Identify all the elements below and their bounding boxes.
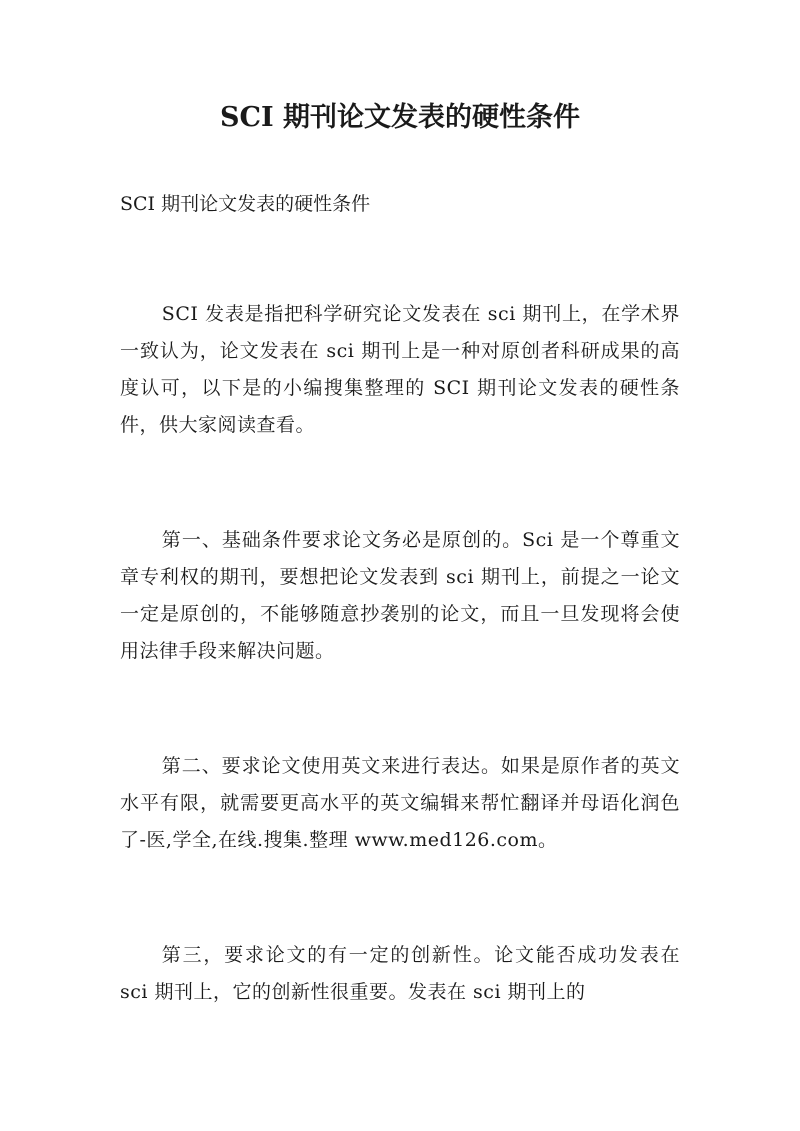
paragraph-third-condition: 第三，要求论文的有一定的创新性。论文能否成功发表在 sci 期刊上，它的创新性很重要。发表在 sci 期刊上的 [120, 944, 680, 1003]
paragraph-second-condition: 第二、要求论文使用英文来进行表达。如果是原作者的英文水平有限，就需要更高水平的英文编辑来帮忙翻译并母语化润色了-医,学全,在线.搜集.整理 www.med126.com。 [120, 755, 680, 851]
page-title: SCI 期刊论文发表的硬性条件 [219, 102, 581, 133]
paragraph-intro: SCI 发表是指把科学研究论文发表在 sci 期刊上，在学术界一致认为，论文发表在 sci 期刊上是一种对原创者科研成果的高度认可，以下是的小编搜集整理的 SCI 期刊论文发表的硬性条件，供大家阅读查看。 [120, 303, 680, 436]
paragraph-first-condition: 第一、基础条件要求论文务必是原创的。Sci 是一个尊重文章专利权的期刊，要想把论文发表到 sci 期刊上，前提之一论文一定是原创的，不能够随意抄袭别的论文，而且一旦发现将会使用法律手段来解决问题。 [120, 529, 680, 662]
document-subtitle: SCI 期刊论文发表的硬性条件 [120, 193, 371, 215]
